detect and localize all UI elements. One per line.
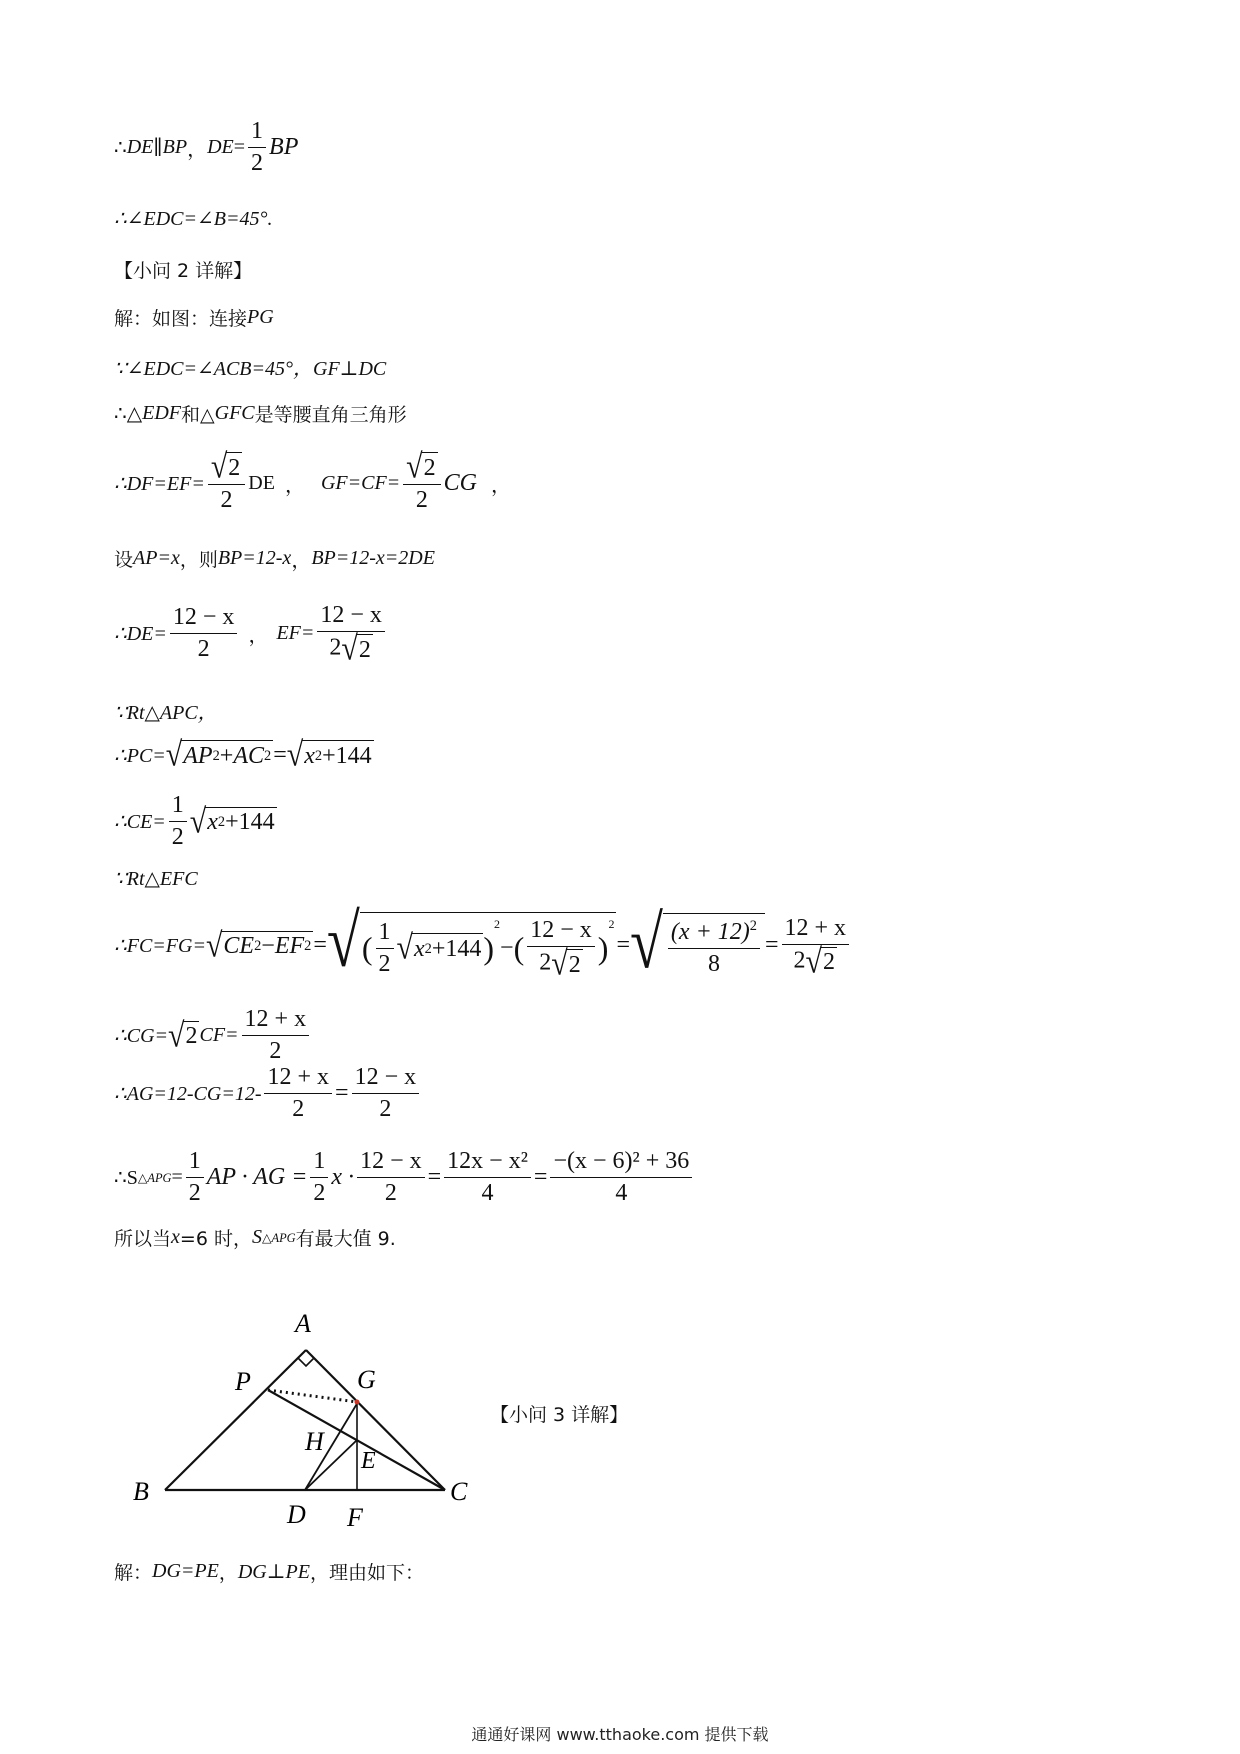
proof-line-pc: ∴PC= √ AP 2 + AC 2 = √ x 2 +144 [114,735,372,774]
fraction-sqrt2-over-2-b: √ 2 2 [403,452,440,514]
proof-line-df-ef-gf-cf: ∴DF=EF= √ 2 2 DE ， GF=CF= √ 2 2 CG ， [114,447,511,513]
therefore-symbol: ∴ [114,137,127,159]
conclusion-max-area: 所以当 x =6 时， S △APG 有最大值 9. [114,1226,396,1250]
label-d: D [287,1500,306,1529]
fraction-12-minus-x-over-2root2: 12 − x 2 √ 2 [317,602,385,664]
label-b: B [133,1477,149,1506]
solution-connect-pg: 解：如图：连接 PG [114,306,274,330]
big-radical-expression: √ ( $\frac{1}{2}$ √ x 2 +144 ) 2 − ( 12 − x 2 √ 2 ) 2 [326,899,615,983]
section-heading-q2: 【小问 2 详解】 [114,260,253,282]
right-angle-mark [298,1358,314,1366]
proof-line-ce: ∴CE= $\frac{1}{2}$ √ x 2 +144 [114,792,275,850]
label-p: P [235,1367,251,1396]
proof-line-isosceles-right-triangles: ∴△ EDF 和△ GFC 是等腰直角三角形 [114,402,407,426]
fraction-12-minus-x-over-2: $\frac{12 - x}{2}$ [170,604,238,663]
geometry-figure [125,1290,495,1530]
proof-line-fc-fg: ∴FC=FG= √ CE 2 − EF 2 = √ ( $\frac{1}{2}$ √ x 2 +144 ) 2 − ( 12 − x 2 √ 2 ) 2 = √ $\frac{(x + 12)^2}{8}$ = 12 + x 2 √ 2 [114,912,852,979]
proof-line-rt-efc: ∵Rt△EFC [114,868,198,890]
label-h: H [305,1427,324,1456]
proof-line-de-parallel-bp: ∴ DE ∥ BP ， DE = $\frac{1}{2}$ BP [114,118,299,176]
proof-line-gf-perp-dc: ∵∠EDC=∠ACB=45°，GF⊥DC [114,358,387,380]
label-e: E [361,1448,376,1474]
label-a: A [295,1309,311,1338]
proof-line-de-ef-expression: ∴DE= $\frac{12 - x}{2}$ ， EF= 12 − x 2 √ 2 [114,602,388,664]
label-f: F [347,1503,363,1530]
fraction-sqrt2-over-2: √ 2 2 [208,452,245,514]
proof-line-ag: ∴AG=12-CG=12- $\frac{12 + x}{2}$ = $\frac{12 - x}{2}$ [114,1064,422,1123]
dotted-segment-pg [268,1390,357,1402]
fraction-one-half: $\frac{1}{2}$ [248,118,266,177]
proof-line-angle-edc: ∴∠EDC=∠B=45°. [114,208,273,230]
label-c: C [450,1477,468,1506]
section-heading-q3: 【小问 3 详解】 [490,1404,629,1426]
proof-line-cg: ∴CG= √ 2 CF= $\frac{12 + x}{2}$ [114,1006,312,1065]
page-footer: 通通好课网 www.tthaoke.com 提供下载 [471,1725,769,1744]
proof-line-rt-apc: ∵Rt△APC， [114,702,218,724]
proof-line-area-apg: ∴S △APG = $\frac{1}{2}$ AP · AG = $\frac{1}{2}$ x · $\frac{12 - x}{2}$ = $\frac{\text{12x − x²}}{4}$ = $\frac{\text{−(x − 6)² + 36}}{4}$ [114,1148,695,1207]
proof-line-set-ap-x: 设 AP=x ，则 BP=12-x ， BP=12-x=2DE [114,547,435,572]
solution-dg-pe: 解： DG=PE ， DG⊥PE ，理由如下： [114,1560,425,1584]
label-g: G [357,1365,376,1394]
